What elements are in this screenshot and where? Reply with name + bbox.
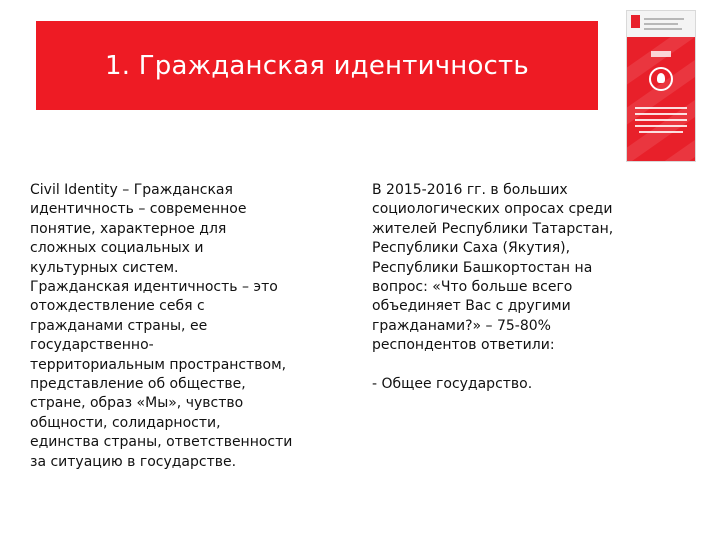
text-line: единства страны, ответственности — [30, 434, 293, 451]
text-line: респондентов ответили: — [372, 337, 555, 354]
text-line: жителей Республики Татарстан, — [372, 220, 614, 237]
emblem-icon — [631, 15, 640, 28]
civic-identity-description — [30, 278, 360, 472]
civil-identity-definition — [30, 181, 360, 278]
text-line: стране, образ «Мы», чувство — [30, 395, 244, 412]
book-cover-image — [626, 10, 696, 162]
text-line: Гражданская идентичность – это — [30, 279, 278, 296]
text-line: идентичность – современное — [30, 201, 247, 218]
right-text-column — [372, 181, 692, 394]
text-line: Республики Саха (Якутия), — [372, 240, 571, 257]
text-line: В 2015-2016 гг. в больших — [372, 182, 568, 198]
survey-answer: - Общее государство. — [372, 375, 533, 392]
text-line: культурных систем. — [30, 259, 179, 276]
text-line: понятие, характерное для — [30, 220, 227, 237]
text-line: сложных социальных и — [30, 240, 204, 257]
text-line: общности, солидарности, — [30, 414, 221, 431]
lightbulb-icon — [657, 73, 665, 83]
text-line: гражданами страны, ее — [30, 317, 208, 334]
text-line: отождествление себя с — [30, 298, 205, 315]
slide-title: 1. Гражданская идентичность — [105, 50, 529, 81]
slide-title-bar — [36, 21, 598, 110]
text-line: объединяет Вас с другими — [372, 298, 571, 315]
survey-paragraph — [372, 181, 692, 356]
text-line: за ситуацию в государстве. — [30, 453, 237, 470]
text-line: Civil Identity – Гражданская — [30, 182, 233, 198]
text-line: представление об обществе, — [30, 376, 246, 393]
text-line: социологических опросах среди — [372, 201, 613, 218]
text-line: гражданами?» – 75-80% — [372, 317, 551, 334]
text-line: Республики Башкортостан на — [372, 259, 593, 276]
left-text-column — [30, 181, 360, 472]
text-line: территориальным пространством, — [30, 356, 287, 373]
text-line: вопрос: «Что больше всего — [372, 279, 573, 296]
text-line: государственно- — [30, 337, 154, 354]
